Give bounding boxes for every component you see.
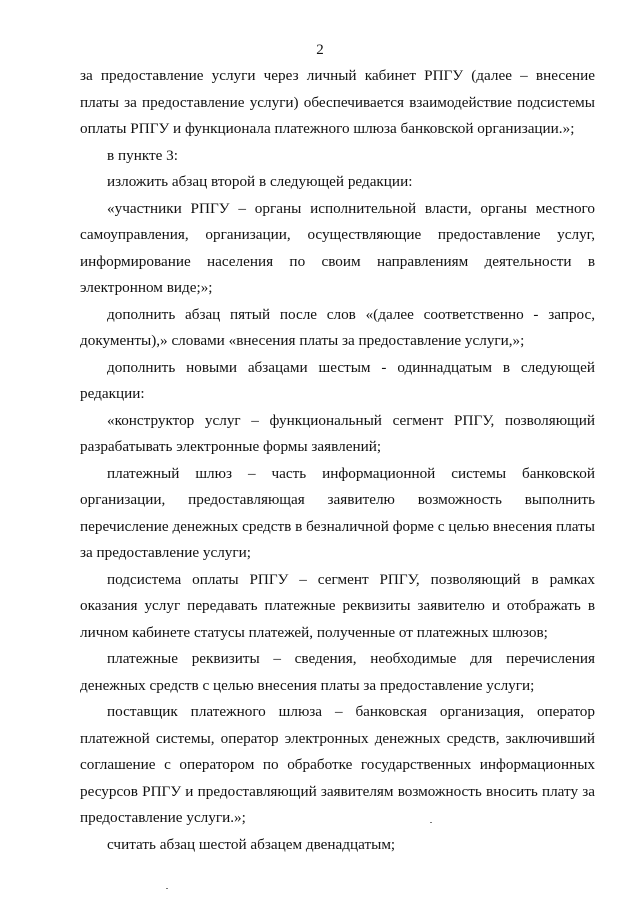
paragraph-payment-subsystem: подсистема оплаты РПГУ – сегмент РПГУ, позволяющий в рамках оказания услуг передавать платежные реквизиты заявителю и отображать в личном кабинете статусы платежей, полученные от платежных шлюзов; xyxy=(80,570,595,641)
scan-speck xyxy=(430,822,432,823)
paragraph-renumber: считать абзац шестой абзацем двенадцатым; xyxy=(107,835,396,853)
paragraph-add-new: дополнить новыми абзацами шестым - одиннадцатым в следующей редакции: xyxy=(80,358,595,402)
scan-speck xyxy=(166,888,168,889)
paragraph-gateway-provider: поставщик платежного шлюза – банковская организация, оператор платежной системы, оператор электронных денежных средств, заключивший соглашение с оператором по обработке государственных информационных ресурсов РПГУ и предоставляющий заявителям возможность вносить плату за предоставление услуги.»; xyxy=(80,703,595,826)
paragraph-amend-fifth: дополнить абзац пятый после слов «(далее соответственно - запрос, документы),» словами «внесения платы за предоставление услуги,»; xyxy=(80,305,595,349)
paragraph-clause-3: в пункте 3: xyxy=(107,146,178,164)
paragraph-payment-gateway: платежный шлюз – часть информационной системы банковской организации, предоставляющая заявителю возможность выполнить перечисление денежных средств в безналичной форме с целью внесения платы за предоставление услуги; xyxy=(80,464,595,561)
document-body xyxy=(80,63,595,858)
paragraph-payment-details: платежные реквизиты – сведения, необходимые для перечисления денежных средств с целью внесения платы за предоставление услуги; xyxy=(80,650,595,694)
paragraph-service-constructor: «конструктор услуг – функциональный сегмент РПГУ, позволяющий разрабатывать электронные формы заявлений; xyxy=(80,411,595,455)
paragraph-amend-second: изложить абзац второй в следующей редакции: xyxy=(107,173,413,190)
paragraph-continuation: за предоставление услуги через личный кабинет РПГУ (далее – внесение платы за предоставление услуги) обеспечивается взаимодействие подсистемы оплаты РПГУ и функционала платежного шлюза банковской организации.»; xyxy=(80,67,595,137)
page-number: 2 xyxy=(316,42,324,58)
paragraph-participants-definition: «участники РПГУ – органы исполнительной власти, органы местного самоуправления, организации, осуществляющие предоставление услуг, информирование населения по своим направлениям деятельности в электронном виде;»; xyxy=(80,199,595,296)
